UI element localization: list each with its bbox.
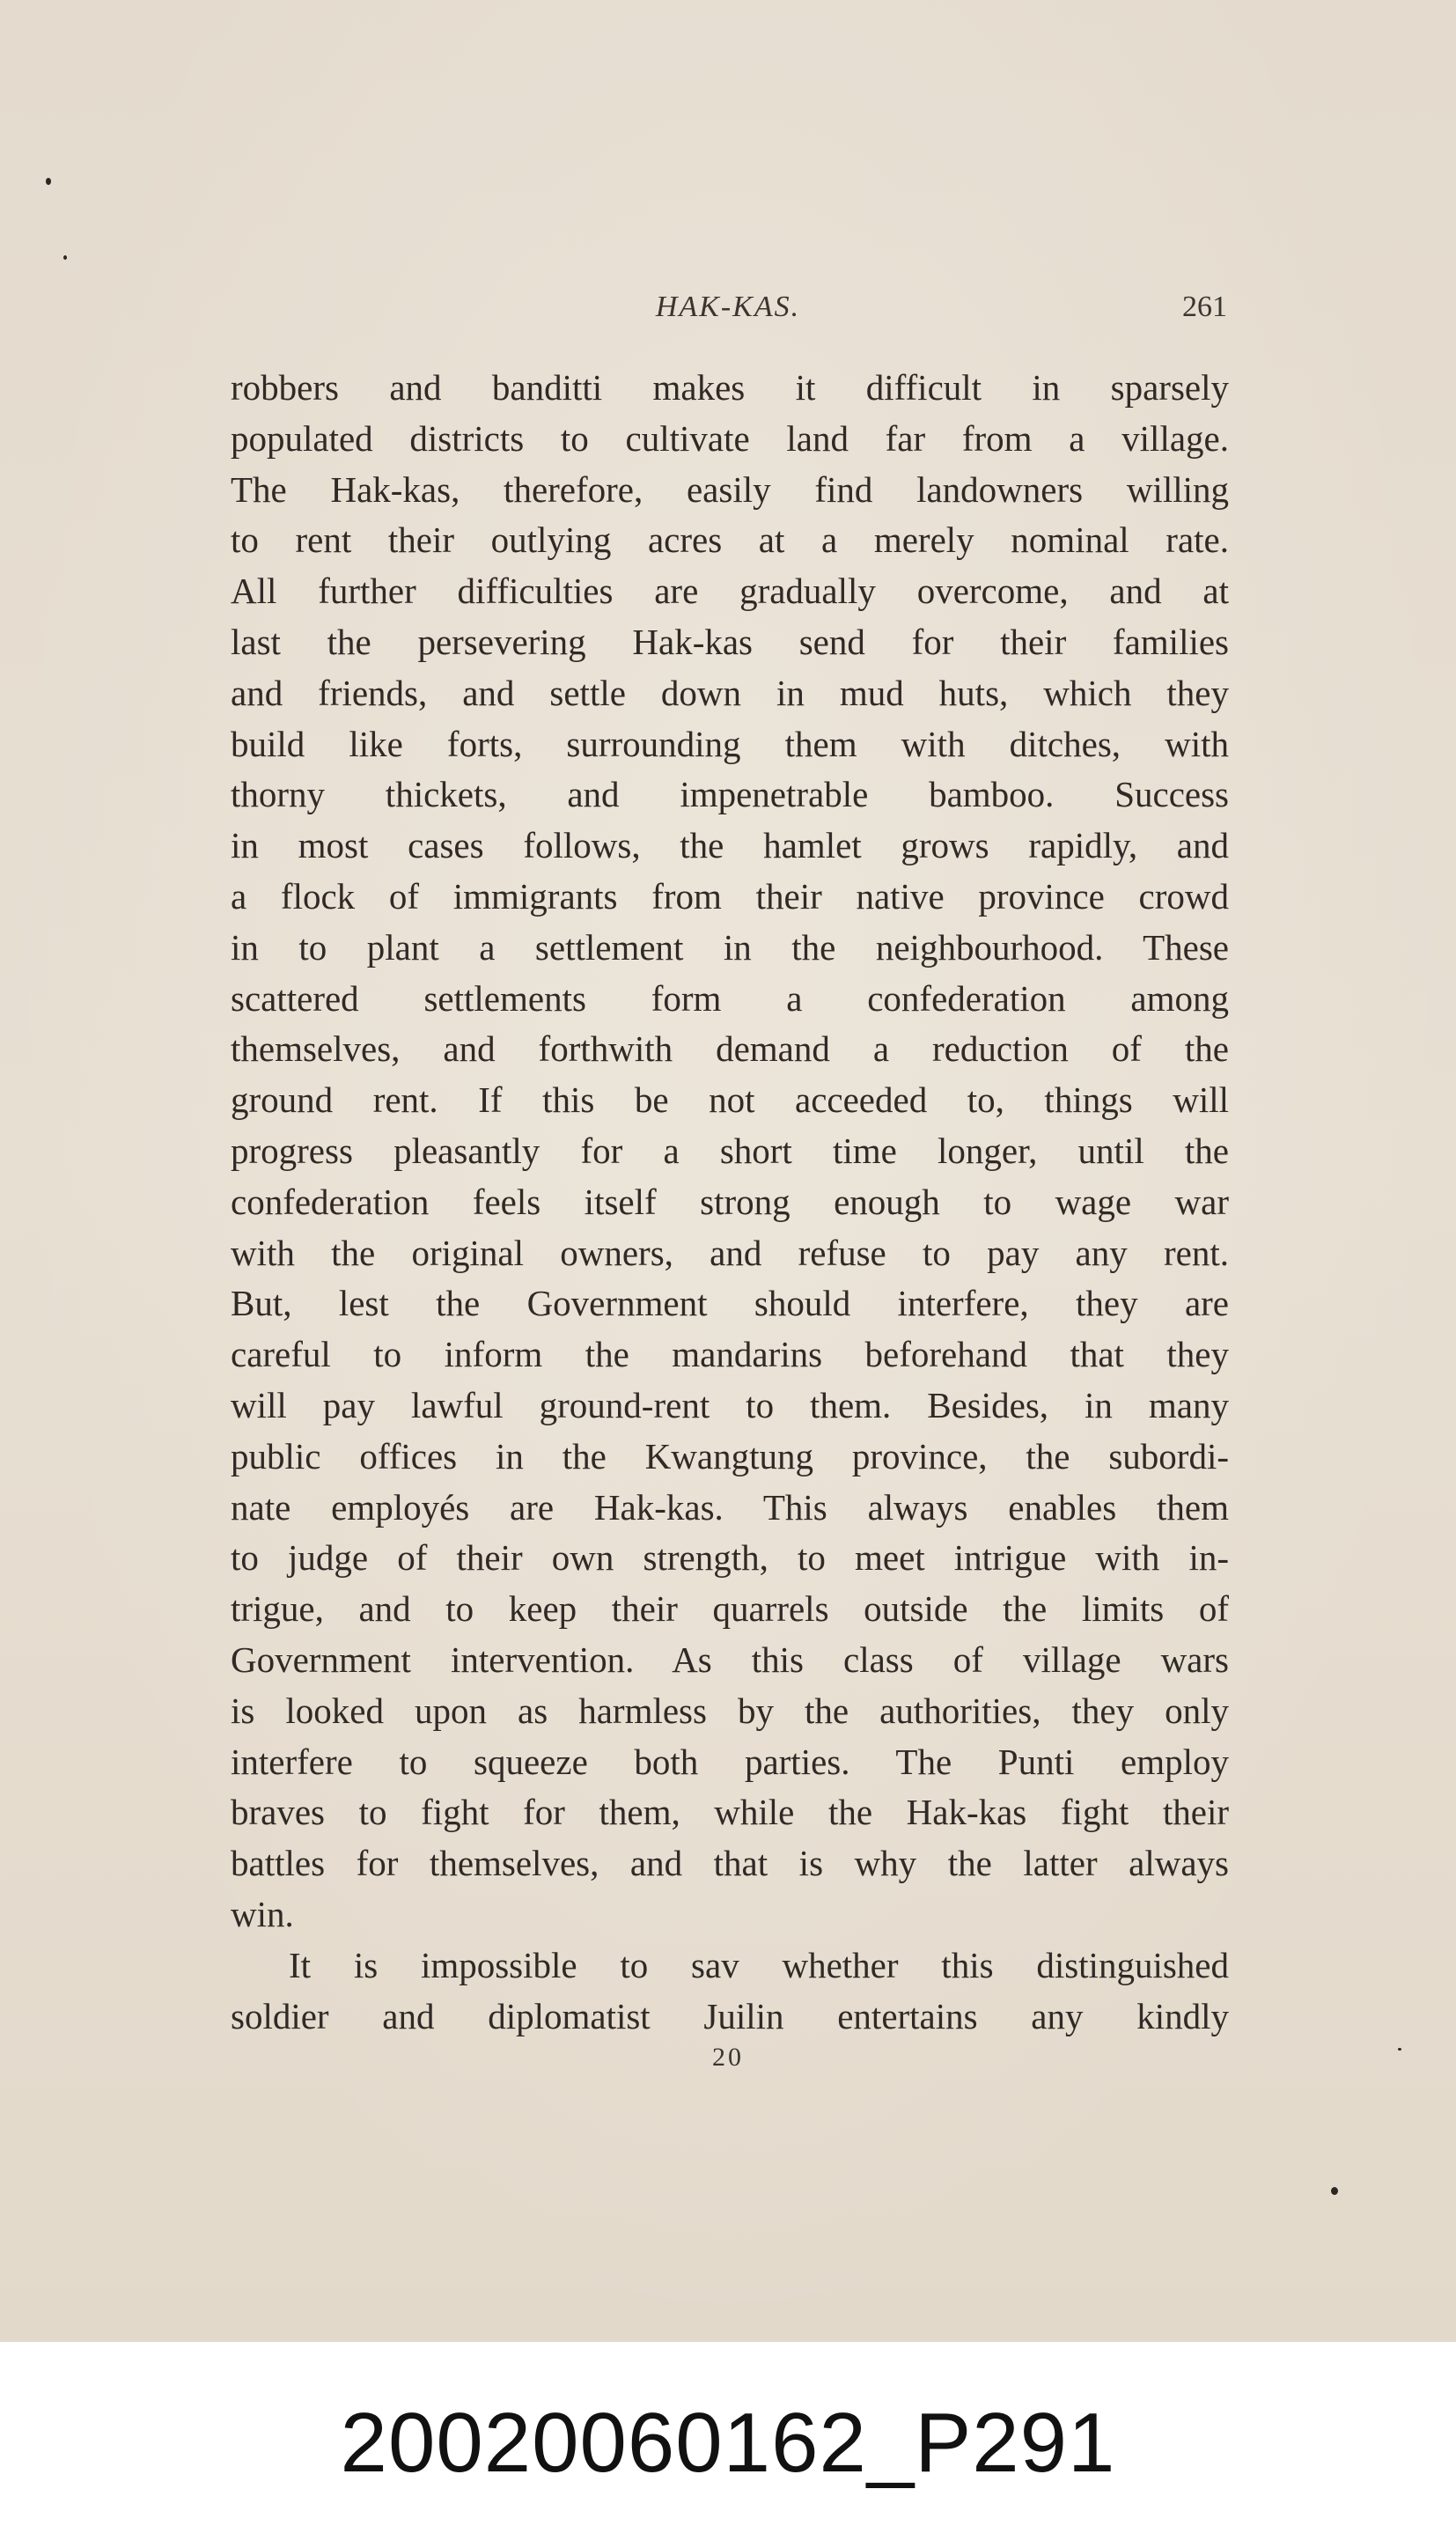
paper-speck xyxy=(63,255,67,260)
text-line: Government intervention. As this class of village wars xyxy=(231,1639,1229,1680)
text-line: will pay lawful ground-rent to them. Besides, in many xyxy=(231,1384,1229,1425)
running-head xyxy=(0,285,1456,329)
text-line: progress pleasantly for a short time longer, until the xyxy=(231,1130,1229,1171)
text-line: a flock of immigrants from their native province crowd xyxy=(231,875,1229,917)
text-line: battles for themselves, and that is why the latter always xyxy=(231,1843,1229,1884)
paper-speck xyxy=(46,178,51,185)
text-line: braves to fight for them, while the Hak-kas fight their xyxy=(231,1792,1229,1833)
paper-speck xyxy=(1398,2048,1401,2051)
text-line: in most cases follows, the hamlet grows rapidly, and xyxy=(231,825,1229,866)
page-number: 261 xyxy=(1182,291,1227,323)
catalog-label: 20020060162_P291 xyxy=(340,2396,1116,2490)
text-line: and friends, and settle down in mud huts, which they xyxy=(231,672,1229,713)
text-line: thorny thickets, and impenetrable bamboo. Success xyxy=(231,774,1229,815)
text-line: is looked upon as harmless by the authorities, they only xyxy=(231,1690,1229,1731)
text-line: themselves, and forthwith demand a reduction of the xyxy=(231,1028,1229,1070)
text-line: with the original owners, and refuse to pay any rent. xyxy=(231,1232,1229,1273)
text-line: careful to inform the mandarins beforehand that they xyxy=(231,1334,1229,1375)
signature-mark: 20 xyxy=(712,2043,744,2072)
paper-speck xyxy=(1331,2187,1338,2195)
text-line: interfere to squeeze both parties. The Punti employ xyxy=(231,1741,1229,1782)
text-line: confederation feels itself strong enough to wage war xyxy=(231,1181,1229,1222)
body-text xyxy=(231,363,1229,2042)
text-line: The Hak-kas, therefore, easily find landowners willing xyxy=(231,468,1229,510)
text-line: populated districts to cultivate land far from a village. xyxy=(231,417,1229,459)
text-line: But, lest the Government should interfere, they are xyxy=(231,1283,1229,1324)
text-line: to judge of their own strength, to meet intrigue with in- xyxy=(231,1537,1229,1579)
text-line: robbers and banditti makes it difficult in sparsely xyxy=(231,367,1229,408)
text-line: scattered settlements form a confederation among xyxy=(231,977,1229,1019)
text-line: last the persevering Hak-kas send for their families xyxy=(231,621,1229,662)
text-line: soldier and diplomatist Juilin entertains any kindly xyxy=(231,1995,1229,2036)
text-line: to rent their outlying acres at a merely nominal rate. xyxy=(231,519,1229,561)
running-head-title: HAK-KAS. xyxy=(655,291,801,323)
text-line: build like forts, surrounding them with ditches, with xyxy=(231,723,1229,764)
paragraph-start-line: It is impossible to sav whether this distinguished xyxy=(289,1944,1229,1985)
text-line: ground rent. If this be not acceeded to, things will xyxy=(231,1079,1229,1121)
text-line: All further difficulties are gradually overcome, and at xyxy=(231,571,1229,612)
text-line: trigue, and to keep their quarrels outside the limits of xyxy=(231,1588,1229,1630)
text-line: public offices in the Kwangtung province, the subordi- xyxy=(231,1435,1229,1477)
paragraph-end-line: win. xyxy=(231,1893,294,1934)
text-line: in to plant a settlement in the neighbourhood. These xyxy=(231,926,1229,968)
catalog-label-bar xyxy=(0,2342,1456,2548)
text-line: nate employés are Hak-kas. This always enables them xyxy=(231,1486,1229,1528)
